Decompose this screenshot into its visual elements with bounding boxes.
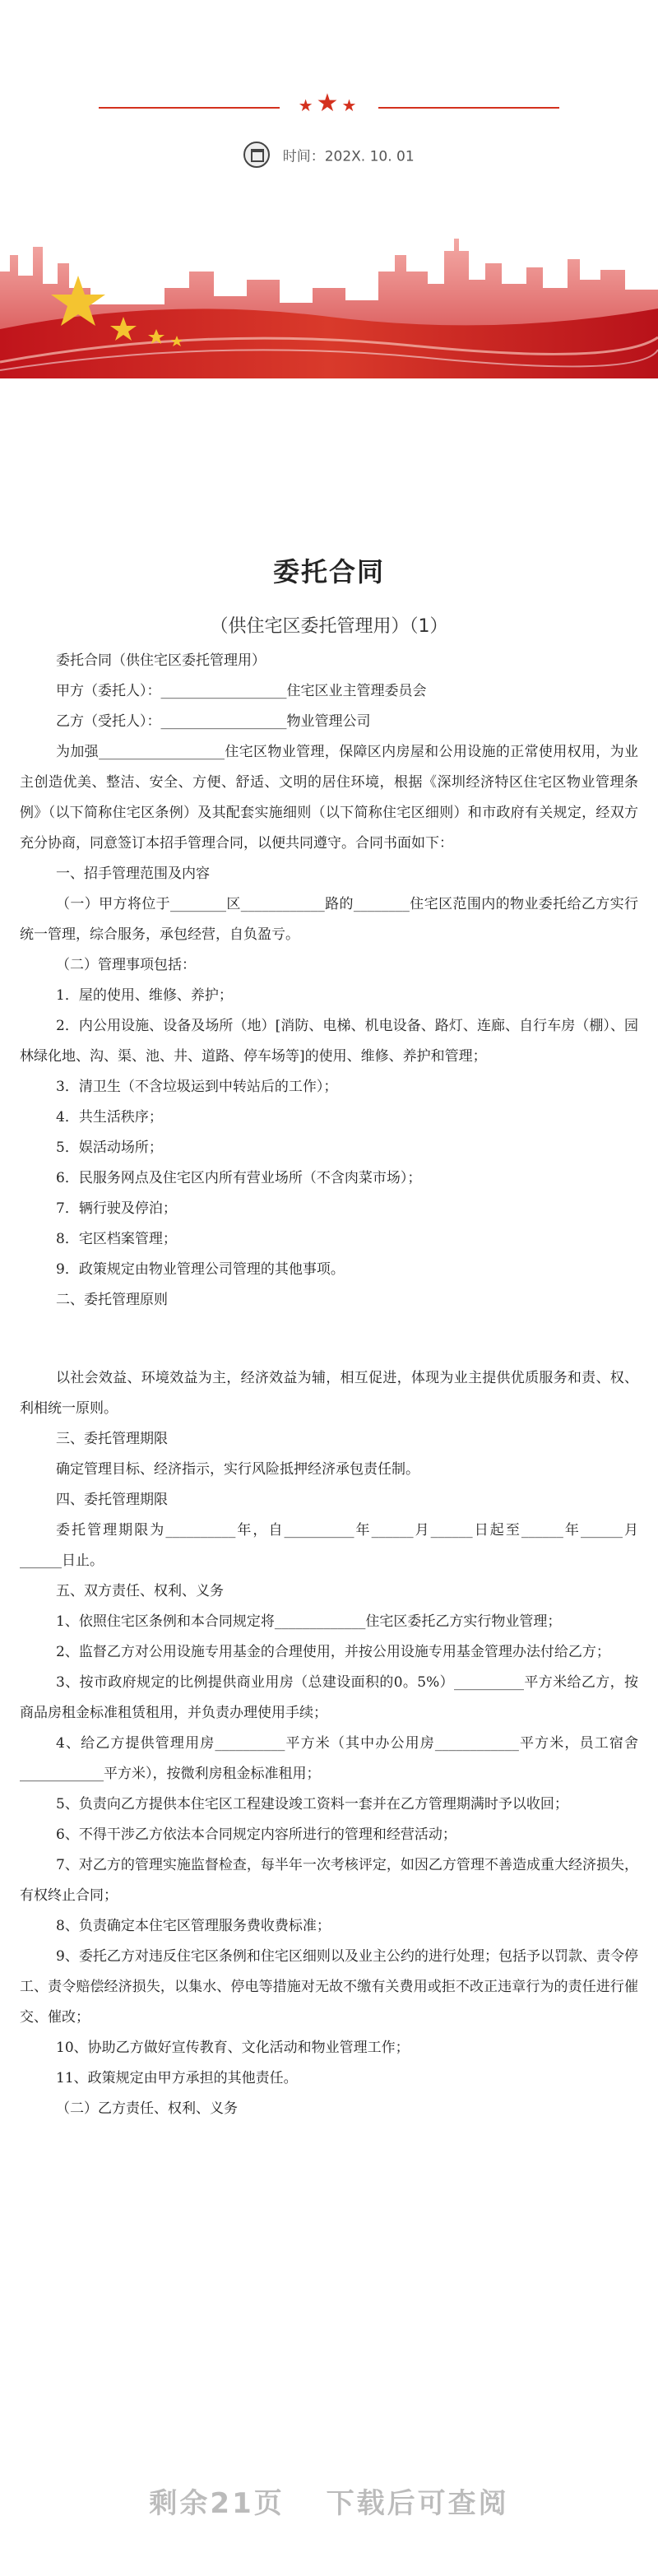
- paragraph-gap: [0, 1316, 658, 1363]
- document-title: 委托合同: [272, 556, 385, 587]
- paragraph: 8、负责确定本住宅区管理服务费收费标准；: [56, 1918, 331, 1934]
- download-label: 下载后可查阅: [326, 2487, 509, 2520]
- paragraph: 2、监督乙方对公用设施专用基金的合理使用，并按公用设施专用基金管理办法付给乙方；: [56, 1644, 610, 1660]
- paragraph-list: [0, 646, 658, 2124]
- document-subtitle: （供住宅区委托管理用）（1）: [210, 616, 448, 637]
- section-heading: 三、委托管理期限: [56, 1431, 168, 1447]
- paragraph: 6、不得干涉乙方依法本合同规定内容所进行的管理和经营活动；: [56, 1826, 456, 1843]
- date-row: [0, 142, 658, 168]
- paragraph: 4、给乙方提供管理用房__________平方米（其中办公用房____________平方米，员工宿舍____________平方米），按微利房租金标准租用；: [20, 1735, 638, 1782]
- section-heading: 四、委托管理期限: [56, 1492, 168, 1508]
- paragraph: 3．清卫生（不含垃圾运到中转站后的工作）；: [56, 1079, 338, 1095]
- section-heading: 二、委托管理原则: [56, 1292, 168, 1308]
- section-heading: 委托合同（供住宅区委托管理用）: [56, 652, 266, 669]
- skyline-banner: [0, 239, 658, 378]
- section-heading: 甲方（委托人）：__________________住宅区业主管理委员会: [56, 683, 427, 699]
- paragraph: 2．内公用设施、设备及场所（地）[消防、电梯、机电设备、路灯、连廊、自行车房（棚）、园林绿化地、沟、渠、池、井、道路、停车场等]的使用、维修、养护和管理；: [20, 1018, 638, 1065]
- paragraph: 7、对乙方的管理实施监督检查，每半年一次考核评定，如因乙方管理不善造成重大经济损失，有权终止合同；: [20, 1857, 638, 1904]
- paragraph: 1．屋的使用、维修、养护；: [56, 987, 233, 1004]
- paragraph: 以社会效益、环境效益为主，经济效益为辅，相互促进，体现为业主提供优质服务和责、权、利相统一原则。: [20, 1370, 638, 1417]
- paragraph: 1、依照住宅区条例和本合同规定将_____________住宅区委托乙方实行物业管理；: [56, 1613, 562, 1630]
- star-icon: ★: [298, 95, 317, 115]
- section-heading: 五、双方责任、权利、义务: [56, 1583, 224, 1599]
- paragraph: 5、负责向乙方提供本住宅区工程建设竣工资料一套并在乙方管理期满时予以收回；: [56, 1796, 568, 1812]
- paragraph: 5．娱活动场所；: [56, 1139, 163, 1156]
- paragraph: 委托管理期限为__________年，自__________年______月______日起至______年______月______日止。: [20, 1522, 638, 1569]
- paragraph: 8．宅区档案管理；: [56, 1231, 177, 1247]
- star-icon: ★: [341, 95, 360, 115]
- calendar-icon: [243, 142, 270, 168]
- paragraph: 7．辆行驶及停泊；: [56, 1200, 177, 1217]
- date-label: 时间：202X. 10. 01: [282, 148, 415, 165]
- download-prompt[interactable]: [0, 2481, 658, 2521]
- header-stars: [0, 89, 658, 118]
- section-heading: 11、政策规定由甲方承担的其他责任。: [56, 2070, 298, 2086]
- remaining-pages-label: 剩余21页: [149, 2487, 285, 2520]
- paragraph: 3、按市政府规定的比例提供商业用房（总建设面积的0。5%）__________平方米给乙方，按商品房租金标准租赁租用，并负责办理使用手续；: [20, 1674, 638, 1721]
- paragraph: 4．共生活秩序；: [56, 1109, 163, 1126]
- paragraph: 6．民服务网点及住宅区内所有营业场所（不含肉菜市场）；: [56, 1170, 422, 1186]
- paragraph: 9、委托乙方对违反住宅区条例和住宅区细则以及业主公约的进行处理；包括予以罚款、责令停工、责令赔偿经济损失，以集水、停电等措施对无故不缴有关费用或拒不改正违章行为的责任进行催交、催改；: [20, 1948, 638, 2026]
- section-heading: （二）管理事项包括：: [56, 957, 196, 973]
- star-icon: ★: [316, 89, 342, 118]
- document-body: [0, 527, 658, 2124]
- section-heading: 乙方（受托人）：__________________物业管理公司: [56, 713, 371, 730]
- paragraph: （一）甲方将位于________区____________路的________住宅区范围内的物业委托给乙方实行统一管理，综合服务，承包经营，自负盈亏。: [20, 896, 638, 943]
- paragraph: （二）乙方责任、权利、义务: [56, 2100, 238, 2117]
- paragraph: 为加强__________________住宅区物业管理，保障区内房屋和公用设施的正常使用权用，为业主创造优美、整洁、安全、方便、舒适、文明的居住环境，根据《深圳经济特区住宅区物业管理条例》（以下简称住宅区条例）及其配套实施细则（以下简称住宅区细则）和市政府有关规定，经双方充分协商，同意签订本招手管理合同，以便共同遵守。合同书面如下：: [20, 744, 638, 852]
- paragraph: 确定管理目标、经济指示，实行风险抵押经济承包责任制。: [56, 1461, 419, 1478]
- paragraph: 10、协助乙方做好宣传教育、文化活动和物业管理工作；: [56, 2040, 410, 2056]
- paragraph: 9．政策规定由物业管理公司管理的其他事项。: [56, 1261, 345, 1278]
- section-heading: 一、招手管理范围及内容: [56, 866, 210, 882]
